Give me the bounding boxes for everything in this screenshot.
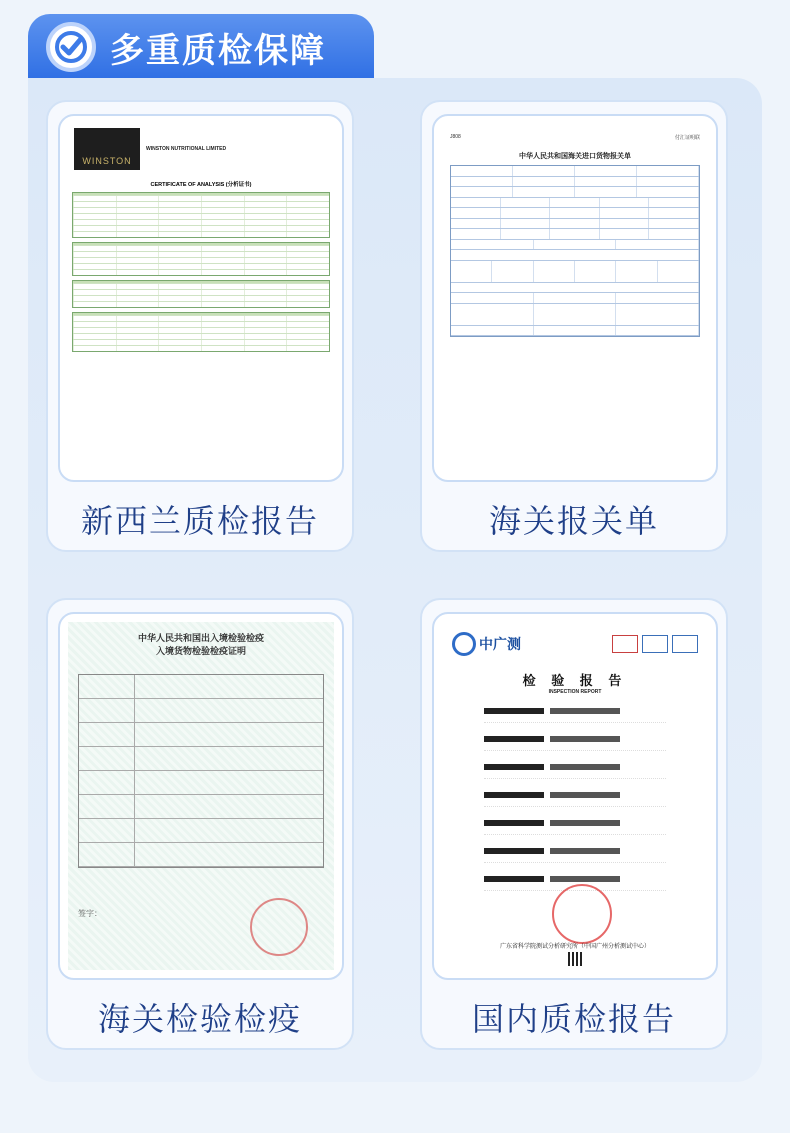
ilac-mark-icon (642, 635, 668, 653)
nz-company-name: WINSTON NUTRITIONAL LIMITED (146, 145, 227, 152)
customs-code: J808 (450, 134, 461, 140)
certification-marks (612, 635, 698, 653)
nz-report-caption: 新西兰质检报告 (80, 502, 319, 540)
quarantine-table (78, 674, 324, 868)
qr-code-icon (568, 952, 582, 966)
customs-grid (450, 165, 700, 337)
customs-declaration-image (432, 114, 718, 482)
quarantine-title-line2: 入境货物检验检疫证明 (155, 646, 246, 656)
inspection-quarantine-image (58, 612, 344, 980)
zgc-logo: 中广测 (452, 632, 521, 656)
certificates-panel (28, 78, 762, 1082)
winston-logo: WINSTON (74, 128, 140, 170)
nz-table (72, 192, 330, 238)
nz-table (72, 242, 330, 276)
inspection-quarantine-caption: 海关检验检疫 (97, 1000, 302, 1038)
domestic-report-caption: 国内质检报告 (471, 1000, 676, 1038)
nz-table (72, 280, 330, 308)
section-title: 多重质检保障 (110, 30, 326, 71)
domestic-report-image (432, 612, 718, 980)
red-stamp-icon (552, 884, 612, 944)
cnas-mark-icon (672, 635, 698, 653)
customs-note: 付汇证明联 (674, 135, 700, 141)
nz-certificate-title: CERTIFICATE OF ANALYSIS (分析证书) (150, 182, 252, 188)
zgc-ring-icon (452, 632, 476, 656)
report-subtitle: INSPECTION REPORT (548, 689, 602, 695)
nz-table (72, 312, 330, 352)
header-tab (28, 14, 374, 80)
report-institute: 广东省科学院测试分析研究所（中国广州分析测试中心） (499, 944, 650, 950)
report-title: 检 验 报 告 (522, 673, 628, 688)
domestic-report-card[interactable] (420, 598, 728, 1050)
customs-declaration-caption: 海关报关单 (488, 502, 659, 540)
check-icon (46, 22, 96, 72)
customs-declaration-card[interactable] (420, 100, 728, 552)
inspection-quarantine-card[interactable] (46, 598, 354, 1050)
nz-report-image (58, 114, 344, 482)
customs-title: 中华人民共和国海关进口货物报关单 (519, 153, 631, 160)
cma-mark-icon (612, 635, 638, 653)
quarantine-sign-label: 签字： (78, 909, 102, 918)
red-stamp-icon (250, 898, 308, 956)
nz-report-card[interactable] (46, 100, 354, 552)
quarantine-title-line1: 中华人民共和国出入境检验检疫 (137, 633, 264, 643)
